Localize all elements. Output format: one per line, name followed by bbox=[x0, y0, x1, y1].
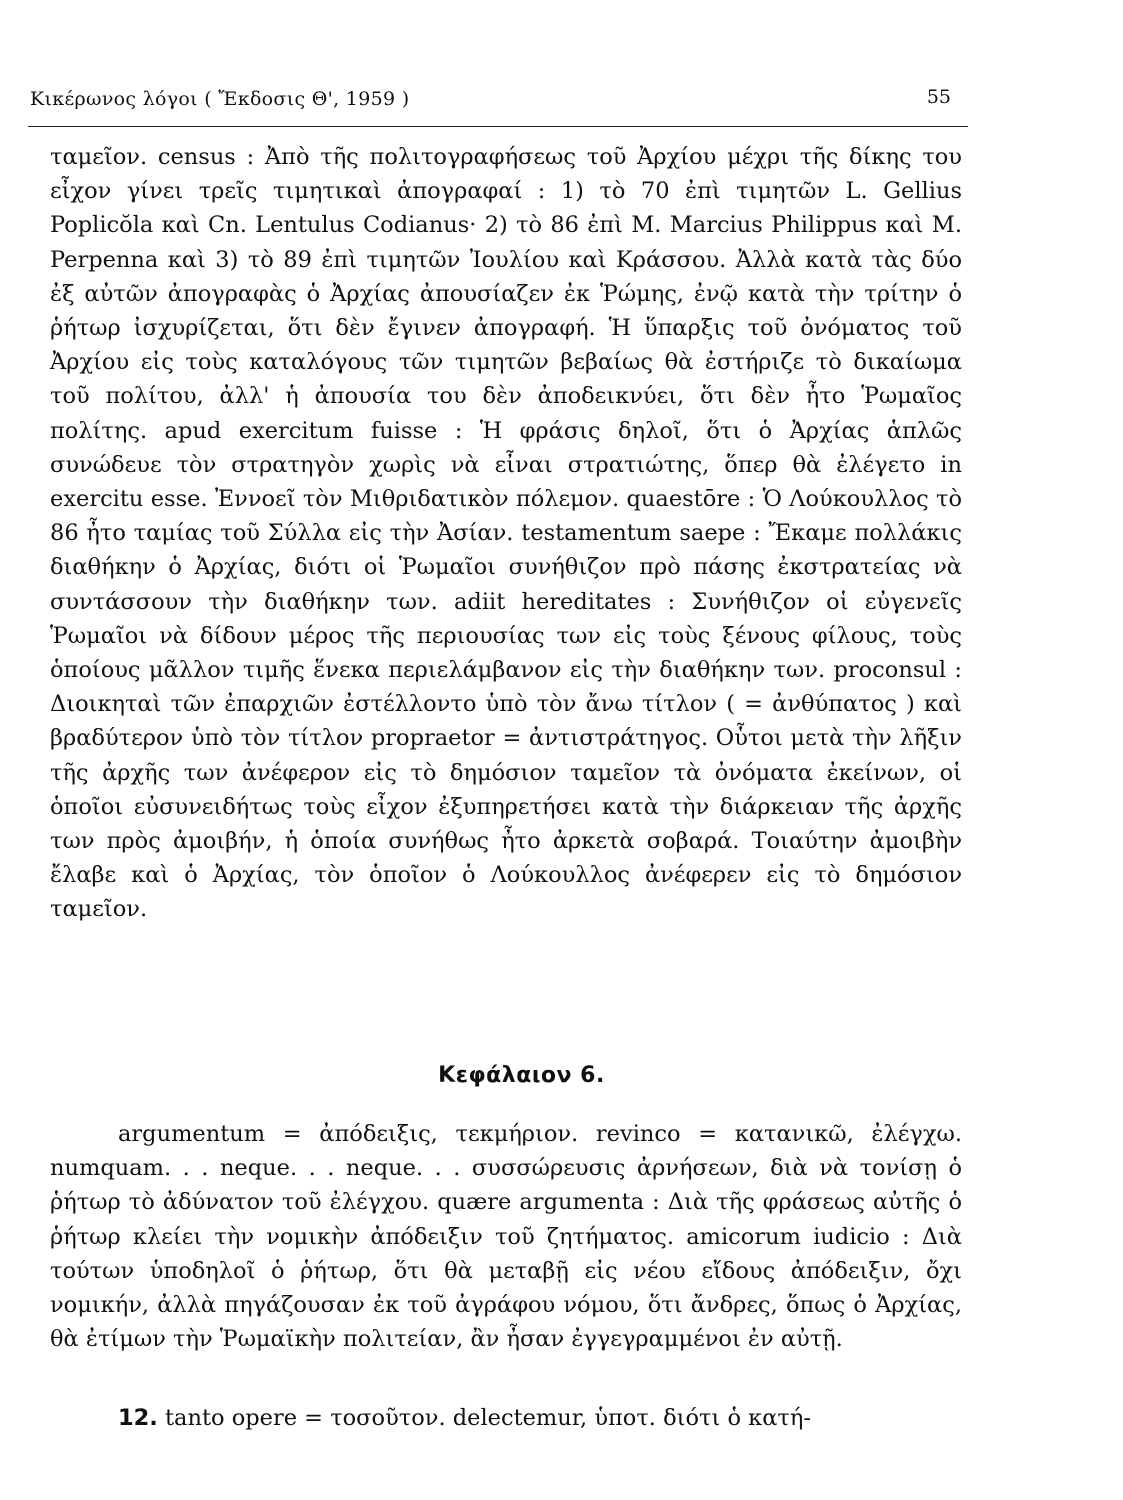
commentary-block-2 bbox=[50, 1117, 962, 1356]
running-head: Κικέρωνος λόγοι ( Ἔκδοσις Θ', 1959 ) bbox=[30, 88, 410, 110]
commentary-paragraph: ταμεῖον. census : Ἀπὸ τῆς πολιτογραφήσεως τοῦ Ἀρχίου μέχρι τῆς δίκης του εἶχον γίνει τρεῖς τιμητικαὶ ἀπογραφαί : 1) τὸ 70 ἐπὶ τιμητῶν L. Gellius Poplicŏla καὶ Cn. Lentulus Codianus· 2) τὸ 86 ἐπὶ M. Marcius Philippus καὶ M. Perpenna καὶ 3) τὸ 89 ἐπὶ τιμητῶν Ἰουλίου καὶ Κράσσου. Ἀλλὰ κατὰ τὰς δύο ἐξ αὐτῶν ἀπογραφὰς ὁ Ἀρχίας ἀπουσίαζεν ἐκ Ῥώμης, ἐνῷ κατὰ τὴν τρίτην ὁ ῥήτωρ ἰσχυρίζεται, ὅτι δὲν ἔγινεν ἀπογραφή. Ἡ ὕπαρξις τοῦ ὀνόματος τοῦ Ἀρχίου εἰς τοὺς καταλόγους τῶν τιμητῶν βεβαίως θὰ ἐστήριζε τὸ δικαίωμα τοῦ πολίτου, ἀλλ' ἡ ἀπουσία του δὲν ἀποδεικνύει, ὅτι δὲν ἦτο Ῥωμαῖος πολίτης. apud exercitum fuisse : Ἡ φράσις δηλοῖ, ὅτι ὁ Ἀρχίας ἁπλῶς συνώδευε τὸν στρατηγὸν χωρὶς νὰ εἶναι στρατιώτης, ὅπερ θὰ ἐλέγετο in exercitu esse. Ἐννοεῖ τὸν Μιθριδατικὸν πόλεμον. quaestōre : Ὁ Λούκουλλος τὸ 86 ἦτο ταμίας τοῦ Σύλλα εἰς τὴν Ἀσίαν. testamentum saepe : Ἔκαμε πολλάκις διαθήκην ὁ Ἀρχίας, διότι οἱ Ῥωμαῖοι συνήθιζον πρὸ πάσης ἐκστρατείας νὰ συντάσσουν τὴν διαθήκην των. adiit hereditates : Συνήθιζον οἱ εὐγενεῖς Ῥωμαῖοι νὰ δίδουν μέρος τῆς περιουσίας των εἰς τοὺς ξένους φίλους, τοὺς ὁποίους μᾶλλον τιμῆς ἕνεκα περιελάμβανον εἰς τὴν διαθήκην των. proconsul : Διοικηταὶ τῶν ἐπαρχιῶν ἐστέλλοντο ὑπὸ τὸν ἄνω τίτλον ( = ἀνθύπατος ) καὶ βραδύτερον ὑπὸ τὸν τίτλον propraetor = ἀντιστράτηγος. Οὗτοι μετὰ τὴν λῆξιν τῆς ἀρχῆς των ἀνέφερον εἰς τὸ δημόσιον ταμεῖον τὰ ὀνόματα ἐκείνων, οἱ ὁποῖοι εὐσυνειδήτως τοὺς εἶχον ἐξυπηρετήσει κατὰ τὴν διάρκειαν τῆς ἀρχῆς των πρὸς ἀμοιβήν, ἡ ὁποία συνήθως ἦτο ἀρκετὰ σοβαρά. Τοιαύτην ἀμοιβὴν ἔλαβε καὶ ὁ Ἀρχίας, τὸν ὁποῖον ὁ Λούκουλλος ἀνέφερεν εἰς τὸ δημόσιον ταμεῖον. bbox=[50, 144, 962, 923]
section-text: tanto opere = τοσοῦτον. delectemur, ὑποτ. διότι ὁ κατή- bbox=[157, 1405, 811, 1431]
commentary-block-1 bbox=[50, 140, 962, 927]
chapter-heading: Κεφάλαιον 6. bbox=[438, 1063, 605, 1088]
commentary-paragraph: argumentum = ἀπόδειξις, τεκμήριον. revinco = κατανικῶ, ἐλέγχω. numquam. . . neque. . . neque. . . συσσώρευσις ἀρνήσεων, διὰ νὰ τονίσῃ ὁ ῥήτωρ τὸ ἀδύνατον τοῦ ἐλέγχου. quære argumenta : Διὰ τῆς φράσεως αὐτῆς ὁ ῥήτωρ κλείει τὴν νομικὴν ἀπόδειξιν τοῦ ζητήματος. amicorum iudicio : Διὰ τούτων ὑποδηλοῖ ὁ ῥήτωρ, ὅτι θὰ μεταβῇ εἰς νέου εἴδους ἀπόδειξιν, ὄχι νομικήν, ἀλλὰ πηγάζουσαν ἐκ τοῦ ἀγράφου νόμου, ὅτι ἄνδρες, ὅπως ὁ Ἀρχίας, θὰ ἐτίμων τὴν Ῥωμαϊκὴν πολιτείαν, ἂν ἦσαν ἐγγεγραμμένοι ἐν αὐτῇ. bbox=[50, 1121, 962, 1353]
section-number: 12. bbox=[118, 1405, 158, 1431]
page-number: 55 bbox=[926, 86, 951, 108]
section-line bbox=[118, 1401, 962, 1435]
header-rule bbox=[28, 126, 968, 127]
